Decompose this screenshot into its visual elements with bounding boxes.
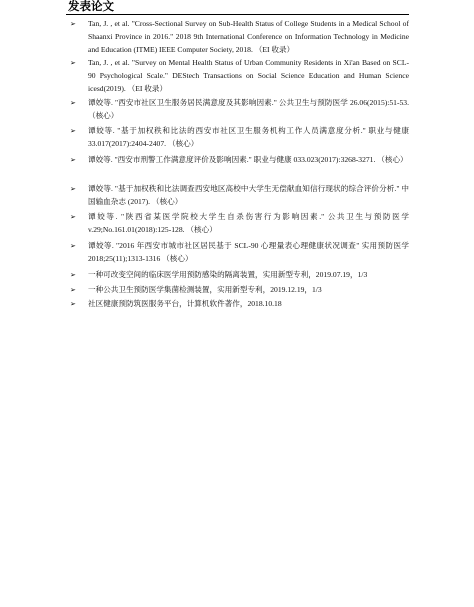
publication-text: 一种可改变空间的临床医学用预防感染的隔离装置，实用新型专利，2019.07.19，1/3 bbox=[88, 270, 368, 279]
arrow-bullet-icon: ➢ bbox=[70, 242, 76, 250]
arrow-bullet-icon: ➢ bbox=[70, 286, 76, 294]
arrow-bullet-icon: ➢ bbox=[70, 300, 76, 308]
arrow-bullet-icon: ➢ bbox=[70, 59, 76, 67]
arrow-bullet-icon: ➢ bbox=[70, 271, 76, 279]
section-heading: 发表论文 bbox=[68, 0, 114, 13]
publication-text: 谭姣等. "陕西省某医学院校大学生自杀伤害行为影响因素." 公共卫生与预防医学 v.29;No.161.01(2018):125-128. （核心） bbox=[88, 212, 409, 234]
arrow-bullet-icon: ➢ bbox=[70, 20, 76, 28]
arrow-bullet-icon: ➢ bbox=[70, 185, 76, 193]
arrow-bullet-icon: ➢ bbox=[70, 99, 76, 107]
arrow-bullet-icon: ➢ bbox=[70, 127, 76, 135]
publication-text: 社区健康预防筑医服务平台，计算机软件著作，2018.10.18 bbox=[88, 299, 282, 308]
heading-underline bbox=[66, 14, 409, 15]
publication-text: 谭姣等. "西安市社区卫生服务居民满意度及其影响因素." 公共卫生与预防医学 26.06(2015):51-53. （核心） bbox=[88, 98, 409, 120]
publication-text: 谭姣等. "基于加权秩和比法的西安市社区卫生服务机构工作人员满意度分析." 职业与健康 33.017(2017):2404-2407. （核心） bbox=[88, 126, 409, 148]
publication-text: 谭姣等. "西安市刑警工作满意度评价及影响因素." 职业与健康 033.023(2017):3268-3271. （核心） bbox=[88, 155, 408, 164]
publication-text: 谭姣等. "基于加权秩和比法调查西安地区高校中大学生无偿献血知信行现状的综合评价分析." 中国输血杂志 (2017). （核心） bbox=[88, 184, 409, 206]
publication-text: Tan, J. , et al. "Survey on Mental Health Status of Urban Community Residents in Xi'an Based on SCL-90 Psychological Scale." DEStech Transactions on Social Science Education and Human Science icesd(2019). （EI 收录） bbox=[88, 58, 409, 93]
publication-text: 谭姣等. "2016 年西安市城市社区居民基于 SCL-90 心理量表心理健康状况调查" 实用预防医学 2018;25(11);1313-1316 （核心） bbox=[88, 241, 409, 263]
publication-text: Tan, J. , et al. "Cross-Sectional Survey on Sub-Health Status of College Students in a Medical School of Shaanxi Province in 2016." 2018 9th International Conference on Information Technology in Medicine and Education (ITME) IEEE Computer Society, 2018. （EI 收录） bbox=[88, 19, 409, 54]
arrow-bullet-icon: ➢ bbox=[70, 156, 76, 164]
arrow-bullet-icon: ➢ bbox=[70, 213, 76, 221]
publication-text: 一种公共卫生预防医学集菌检测装置，实用新型专利，2019.12.19，1/3 bbox=[88, 285, 322, 294]
